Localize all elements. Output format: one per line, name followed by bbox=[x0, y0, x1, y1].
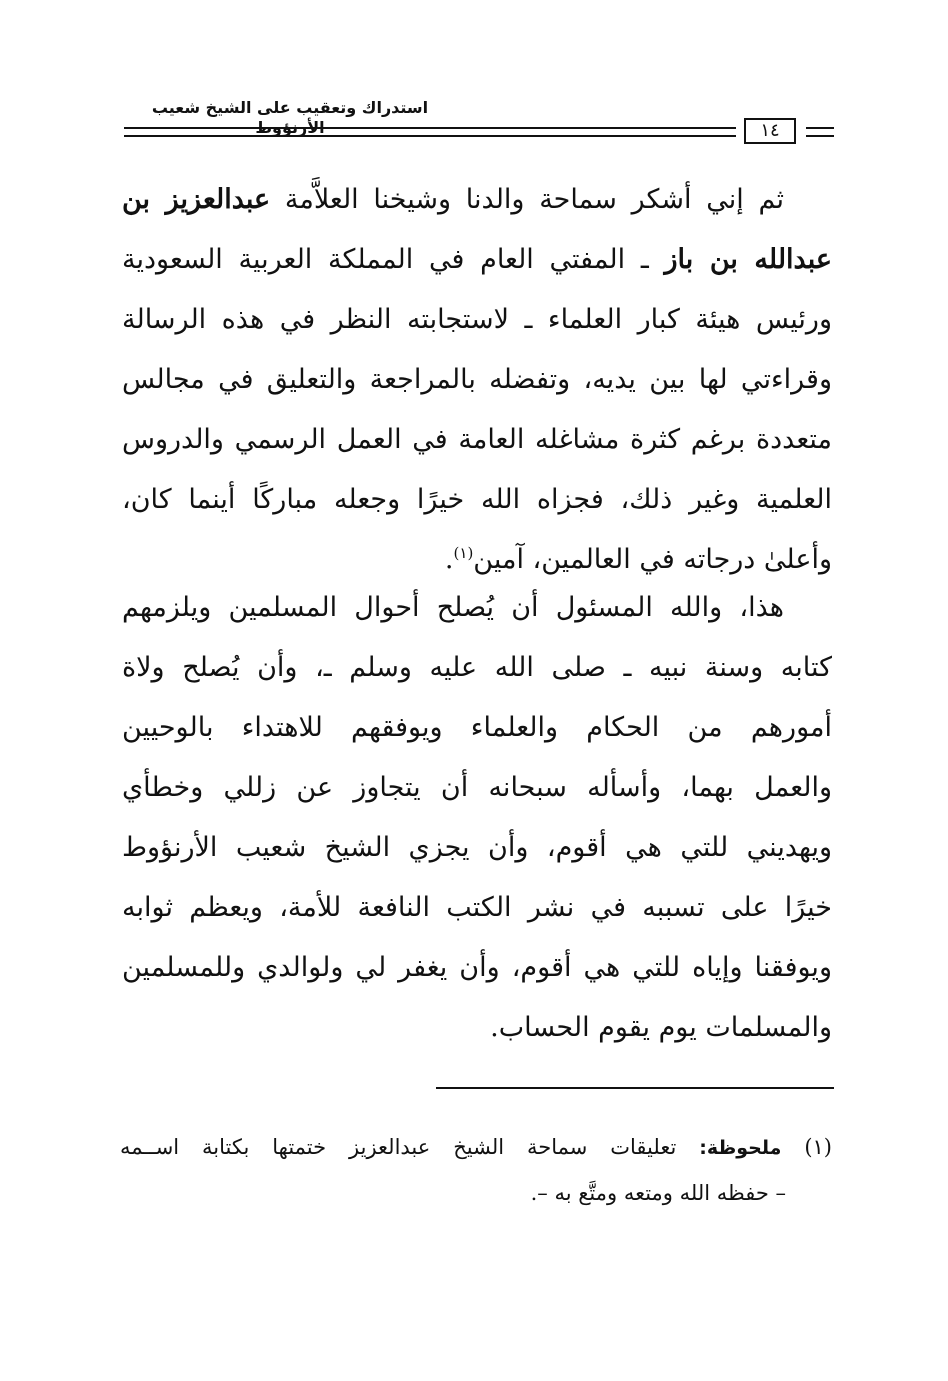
footnote-reference: (١) bbox=[453, 544, 474, 562]
header-rule-right-top bbox=[806, 127, 834, 129]
footnote-separator bbox=[436, 1087, 834, 1089]
text-line: خيرًا على تسببه في نشر الكتب النافعة للأمة، ويعظم ثوابه bbox=[122, 892, 832, 923]
text-line: متعددة برغم كثرة مشاغله العامة في العمل الرسمي والدروس bbox=[122, 424, 832, 455]
text-line: أمورهم من الحكام والعلماء ويوفقهم للاهتداء بالوحيين bbox=[122, 712, 832, 743]
footnote-line: – حفظه الله ومتعه ومتَّع به –. bbox=[530, 1181, 786, 1205]
text-run: ـ المفتي العام في المملكة العربية السعودية bbox=[122, 244, 649, 275]
footnote-text: تعليقات سماحة الشيخ عبدالعزيز ختمتها بكتابة اســمه bbox=[120, 1135, 677, 1159]
text-run: وأعلىٰ درجاته في العالمين، آمين bbox=[473, 544, 832, 575]
footnote-line bbox=[120, 1124, 832, 1170]
paragraph-supplication bbox=[122, 578, 832, 1058]
footnote-label: ملحوظة: bbox=[699, 1137, 782, 1159]
text-line: ورئيس هيئة كبار العلماء ـ لاستجابته النظر في هذه الرسالة bbox=[122, 304, 832, 335]
bold-name: عبدالعزيز بن bbox=[122, 184, 271, 215]
page-number: ١٤ bbox=[744, 118, 796, 144]
text-line: وقراءتي لها بين يديه، وتفضله بالمراجعة والتعليق في مجالس bbox=[122, 364, 832, 395]
footnote bbox=[120, 1124, 832, 1216]
header-rule-right-bottom bbox=[806, 135, 834, 137]
paragraph-acknowledgement bbox=[122, 170, 832, 590]
text-line: والعمل بهما، وأسأله سبحانه أن يتجاوز عن زللي وخطأي bbox=[122, 772, 832, 803]
bold-name: عبدالله بن باز bbox=[664, 244, 832, 275]
text-line: كتابه وسنة نبيه ـ صلى الله عليه وسلم ـ، وأن يُصلح ولاة bbox=[122, 652, 832, 683]
header-rule-bottom bbox=[124, 135, 736, 137]
text-run: ثم إني أشكر سماحة والدنا وشيخنا العلاَّمة bbox=[284, 184, 784, 215]
text-line bbox=[122, 230, 832, 290]
text-line: هذا، والله المسئول أن يُصلح أحوال المسلمين ويلزمهم bbox=[122, 592, 784, 623]
text-line: العلمية وغير ذلك، فجزاه الله خيرًا وجعله مباركًا أينما كان، bbox=[122, 484, 832, 515]
text-run: . bbox=[444, 544, 454, 575]
text-line bbox=[122, 170, 832, 230]
running-title: استدراك وتعقيب على الشيخ شعيب الأرنؤوط bbox=[151, 98, 429, 137]
text-line: ويهديني للتي هي أقوم، وأن يجزي الشيخ شعيب الأرنؤوط bbox=[122, 832, 832, 863]
text-line: والمسلمات يوم يقوم الحساب. bbox=[490, 1012, 832, 1043]
text-line: ويوفقنا وإياه للتي هي أقوم، وأن يغفر لي ولوالدي وللمسلمين bbox=[122, 952, 832, 983]
footnote-marker: (١) bbox=[804, 1135, 832, 1159]
header-rule-top bbox=[124, 127, 736, 129]
